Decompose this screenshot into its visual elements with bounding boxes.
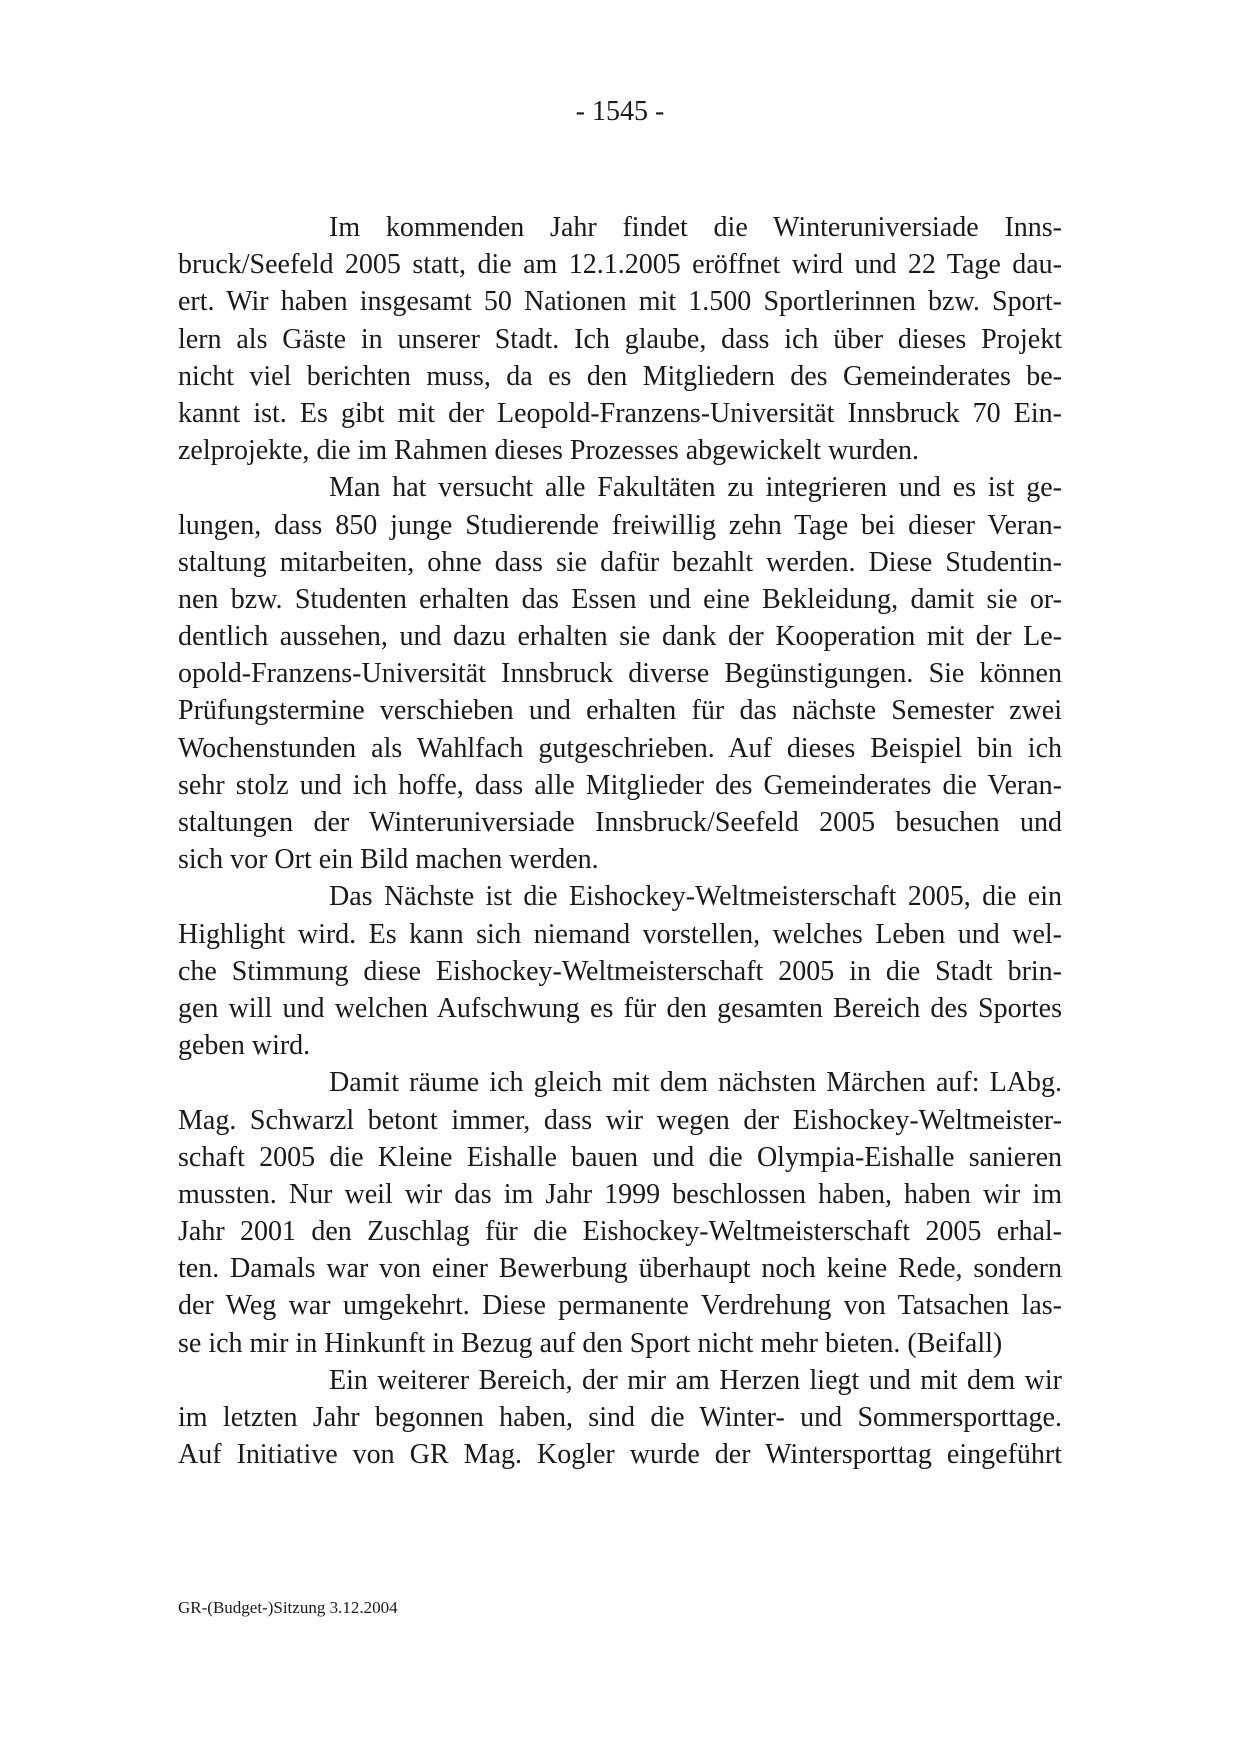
text-line: Prüfungstermine verschieben und erhalten für das nächste Semester zwei xyxy=(178,695,1062,727)
text-line: Auf Initiative von GR Mag. Kogler wurde der Wintersporttag eingeführt xyxy=(178,1439,1062,1471)
text-line: staltungen der Winteruniversiade Innsbruck/Seefeld 2005 besuchen und xyxy=(178,807,1062,838)
paragraph xyxy=(178,1362,1062,1474)
text-line: Man hat versucht alle Fakultäten zu integrieren und es ist ge- xyxy=(329,472,1062,504)
text-line: Das Nächste ist die Eishockey-Weltmeisterschaft 2005, die ein xyxy=(329,881,1062,913)
text-line: sehr stolz und ich hoffe, dass alle Mitglieder des Gemeinderates die Veran- xyxy=(178,769,1062,801)
paragraph xyxy=(178,878,1062,1064)
text-line: Im kommenden Jahr findet die Winteruniversiade Inns- xyxy=(329,212,1062,243)
text-line: sich vor Ort ein Bild machen werden. xyxy=(178,844,599,876)
body-text xyxy=(178,209,1062,1473)
text-line: Damit räume ich gleich mit dem nächsten Märchen auf: LAbg. xyxy=(329,1067,1062,1099)
text-line: der Weg war umgekehrt. Diese permanente Verdrehung von Tatsachen las- xyxy=(178,1290,1062,1322)
text-line: zelprojekte, die im Rahmen dieses Prozesses abgewickelt wurden. xyxy=(178,435,919,467)
text-line: im letzten Jahr begonnen haben, sind die Winter- und Sommersporttage. xyxy=(178,1402,1062,1433)
text-line: staltung mitarbeiten, ohne dass sie dafür bezahlt werden. Diese Studentin- xyxy=(178,546,1062,578)
page-number: - 1545 - xyxy=(575,96,665,127)
text-line: Wochenstunden als Wahlfach gutgeschrieben. Auf dieses Beispiel bin ich xyxy=(178,732,1062,764)
text-line: dentlich aussehen, und dazu erhalten sie dank der Kooperation mit der Le- xyxy=(178,621,1062,653)
paragraph xyxy=(178,209,1062,469)
text-line: gen will und welchen Aufschwung es für den gesamten Bereich des Sportes xyxy=(178,992,1062,1024)
text-line: lungen, dass 850 junge Studierende freiwillig zehn Tage bei dieser Veran- xyxy=(178,509,1062,541)
text-line: Highlight wird. Es kann sich niemand vorstellen, welches Leben und wel- xyxy=(178,918,1062,950)
text-line: opold-Franzens-Universität Innsbruck diverse Begünstigungen. Sie können xyxy=(178,658,1062,690)
text-line: Mag. Schwarzl betont immer, dass wir wegen der Eishockey-Weltmeister- xyxy=(178,1104,1062,1136)
text-line: che Stimmung diese Eishockey-Weltmeisterschaft 2005 in die Stadt brin- xyxy=(178,955,1062,987)
text-line: schaft 2005 die Kleine Eishalle bauen und die Olympia-Eishalle sanieren xyxy=(178,1141,1062,1173)
text-line: Ein weiterer Bereich, der mir am Herzen liegt und mit dem wir xyxy=(329,1364,1062,1396)
text-line: Jahr 2001 den Zuschlag für die Eishockey-Weltmeisterschaft 2005 erhal- xyxy=(178,1216,1062,1248)
footer-session-label: GR-(Budget-)Sitzung 3.12.2004 xyxy=(178,1598,398,1617)
text-line: geben wird. xyxy=(178,1030,311,1062)
text-line: bruck/Seefeld 2005 statt, die am 12.1.2005 eröffnet wird und 22 Tage dau- xyxy=(178,249,1062,281)
text-line: nicht viel berichten muss, da es den Mitgliedern des Gemeinderates be- xyxy=(178,360,1062,392)
text-line: se ich mir in Hinkunft in Bezug auf den Sport nicht mehr bieten. (Beifall) xyxy=(178,1327,1003,1359)
text-line: mussten. Nur weil wir das im Jahr 1999 beschlossen haben, haben wir im xyxy=(178,1178,1062,1210)
text-line: ert. Wir haben insgesamt 50 Nationen mit 1.500 Sportlerinnen bzw. Sport- xyxy=(178,286,1062,318)
text-line: lern als Gäste in unserer Stadt. Ich glaube, dass ich über dieses Projekt xyxy=(178,323,1062,355)
text-line: ten. Damals war von einer Bewerbung überhaupt noch keine Rede, sondern xyxy=(178,1253,1062,1285)
paragraph xyxy=(178,469,1062,878)
text-line: nen bzw. Studenten erhalten das Essen und eine Bekleidung, damit sie or- xyxy=(178,583,1062,615)
paragraph xyxy=(178,1064,1062,1362)
text-line: kannt ist. Es gibt mit der Leopold-Franzens-Universität Innsbruck 70 Ein- xyxy=(178,397,1062,429)
